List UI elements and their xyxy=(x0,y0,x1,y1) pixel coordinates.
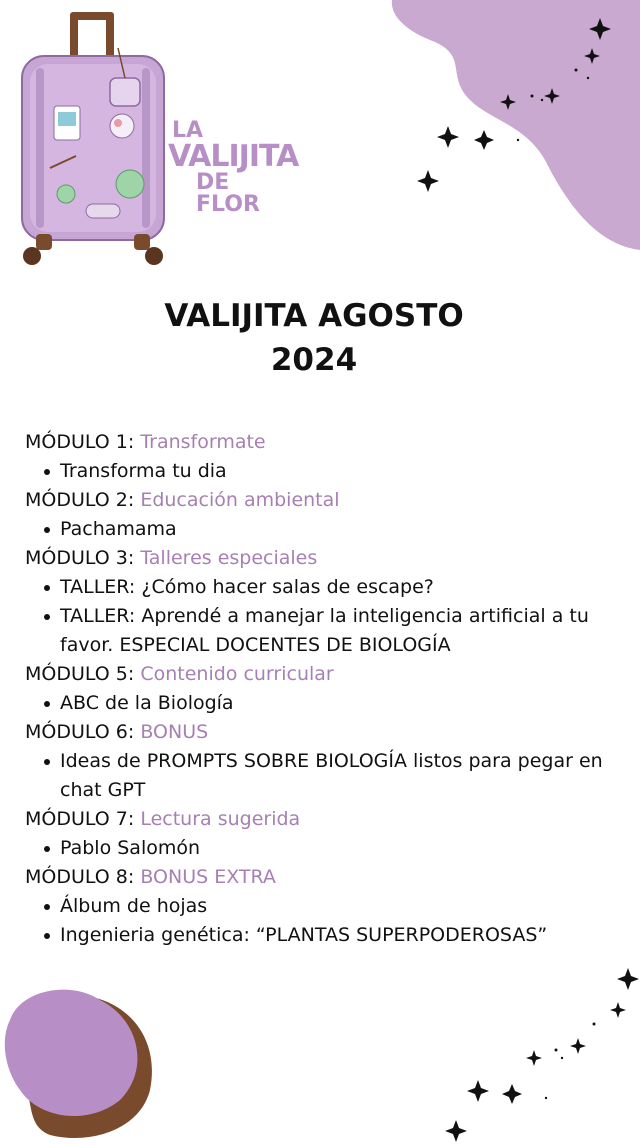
page-title xyxy=(0,294,628,382)
list-item: Pablo Salomón xyxy=(60,834,625,863)
module-label: MÓDULO 7: xyxy=(25,808,135,830)
module-items xyxy=(25,747,625,805)
sparkle-icon xyxy=(467,1080,489,1102)
module-label: MÓDULO 6: xyxy=(25,721,135,743)
module-name: Transformate xyxy=(140,431,266,453)
sparkle-icon xyxy=(584,48,600,64)
decorative-blob-bottom xyxy=(0,960,200,1145)
module-items xyxy=(25,689,625,718)
sparkle-icon xyxy=(437,126,459,148)
sparkle-icon xyxy=(589,18,611,40)
sparkle-icon xyxy=(445,1120,467,1142)
list-item: TALLER: ¿Cómo hacer salas de escape? xyxy=(60,573,625,602)
module-heading xyxy=(25,544,625,573)
sparkle-icon xyxy=(500,94,516,110)
module-heading xyxy=(25,718,625,747)
sticker xyxy=(116,170,144,198)
brand-line-3: DE FLOR xyxy=(196,170,260,217)
sparkle-icon xyxy=(610,1002,626,1018)
module-heading xyxy=(25,863,625,892)
module-name: Educación ambiental xyxy=(140,489,340,511)
sticker xyxy=(86,204,120,218)
sparkle-icon xyxy=(474,130,494,150)
brand-line-1: LA xyxy=(172,118,204,143)
brand-line-2: VALIJITA xyxy=(168,139,299,174)
module-name: BONUS EXTRA xyxy=(140,866,276,888)
module-items xyxy=(25,834,625,863)
module-heading xyxy=(25,660,625,689)
sparkle-icon xyxy=(544,88,560,104)
module-heading xyxy=(25,805,625,834)
module-list xyxy=(25,428,625,950)
module-label: MÓDULO 5: xyxy=(25,663,135,685)
sparkle-icon xyxy=(570,1038,586,1054)
page-title-line-1: VALIJITA AGOSTO xyxy=(164,298,464,334)
module-label: MÓDULO 8: xyxy=(25,866,135,888)
module-items xyxy=(25,573,625,660)
module-label: MÓDULO 3: xyxy=(25,547,135,569)
list-item: TALLER: Aprendé a manejar la inteligencia artificial a tu favor. ESPECIAL DOCENTES DE BIOLOGÍA xyxy=(60,602,625,660)
sparkle-icon xyxy=(617,968,639,990)
module-heading xyxy=(25,486,625,515)
module-name: Contenido curricular xyxy=(140,663,334,685)
list-item: ABC de la Biología xyxy=(60,689,625,718)
module-items xyxy=(25,892,625,950)
list-item: Álbum de hojas xyxy=(60,892,625,921)
module-label: MÓDULO 2: xyxy=(25,489,135,511)
module-name: Lectura sugerida xyxy=(140,808,301,830)
sparkle-stars-bottom xyxy=(430,960,640,1145)
list-item: Ideas de PROMPTS SOBRE BIOLOGÍA listos para pegar en chat GPT xyxy=(60,747,625,805)
module-name: Talleres especiales xyxy=(140,547,318,569)
sparkle-icon xyxy=(417,170,439,192)
list-item: Ingenieria genética: “PLANTAS SUPERPODEROSAS” xyxy=(60,921,625,950)
sparkle-icon xyxy=(502,1084,522,1104)
sticker xyxy=(110,114,134,138)
module-name: BONUS xyxy=(140,721,209,743)
sparkle-icon xyxy=(526,1050,542,1066)
list-item: Transforma tu dia xyxy=(60,457,625,486)
brand-logo xyxy=(168,120,298,216)
module-heading xyxy=(25,428,625,457)
module-label: MÓDULO 1: xyxy=(25,431,135,453)
sparkle-stars-top xyxy=(380,0,640,200)
sticker xyxy=(57,185,75,203)
page-title-line-2: 2024 xyxy=(270,342,358,379)
module-items xyxy=(25,515,625,544)
module-items xyxy=(25,457,625,486)
suitcase-illustration xyxy=(10,8,170,268)
list-item: Pachamama xyxy=(60,515,625,544)
